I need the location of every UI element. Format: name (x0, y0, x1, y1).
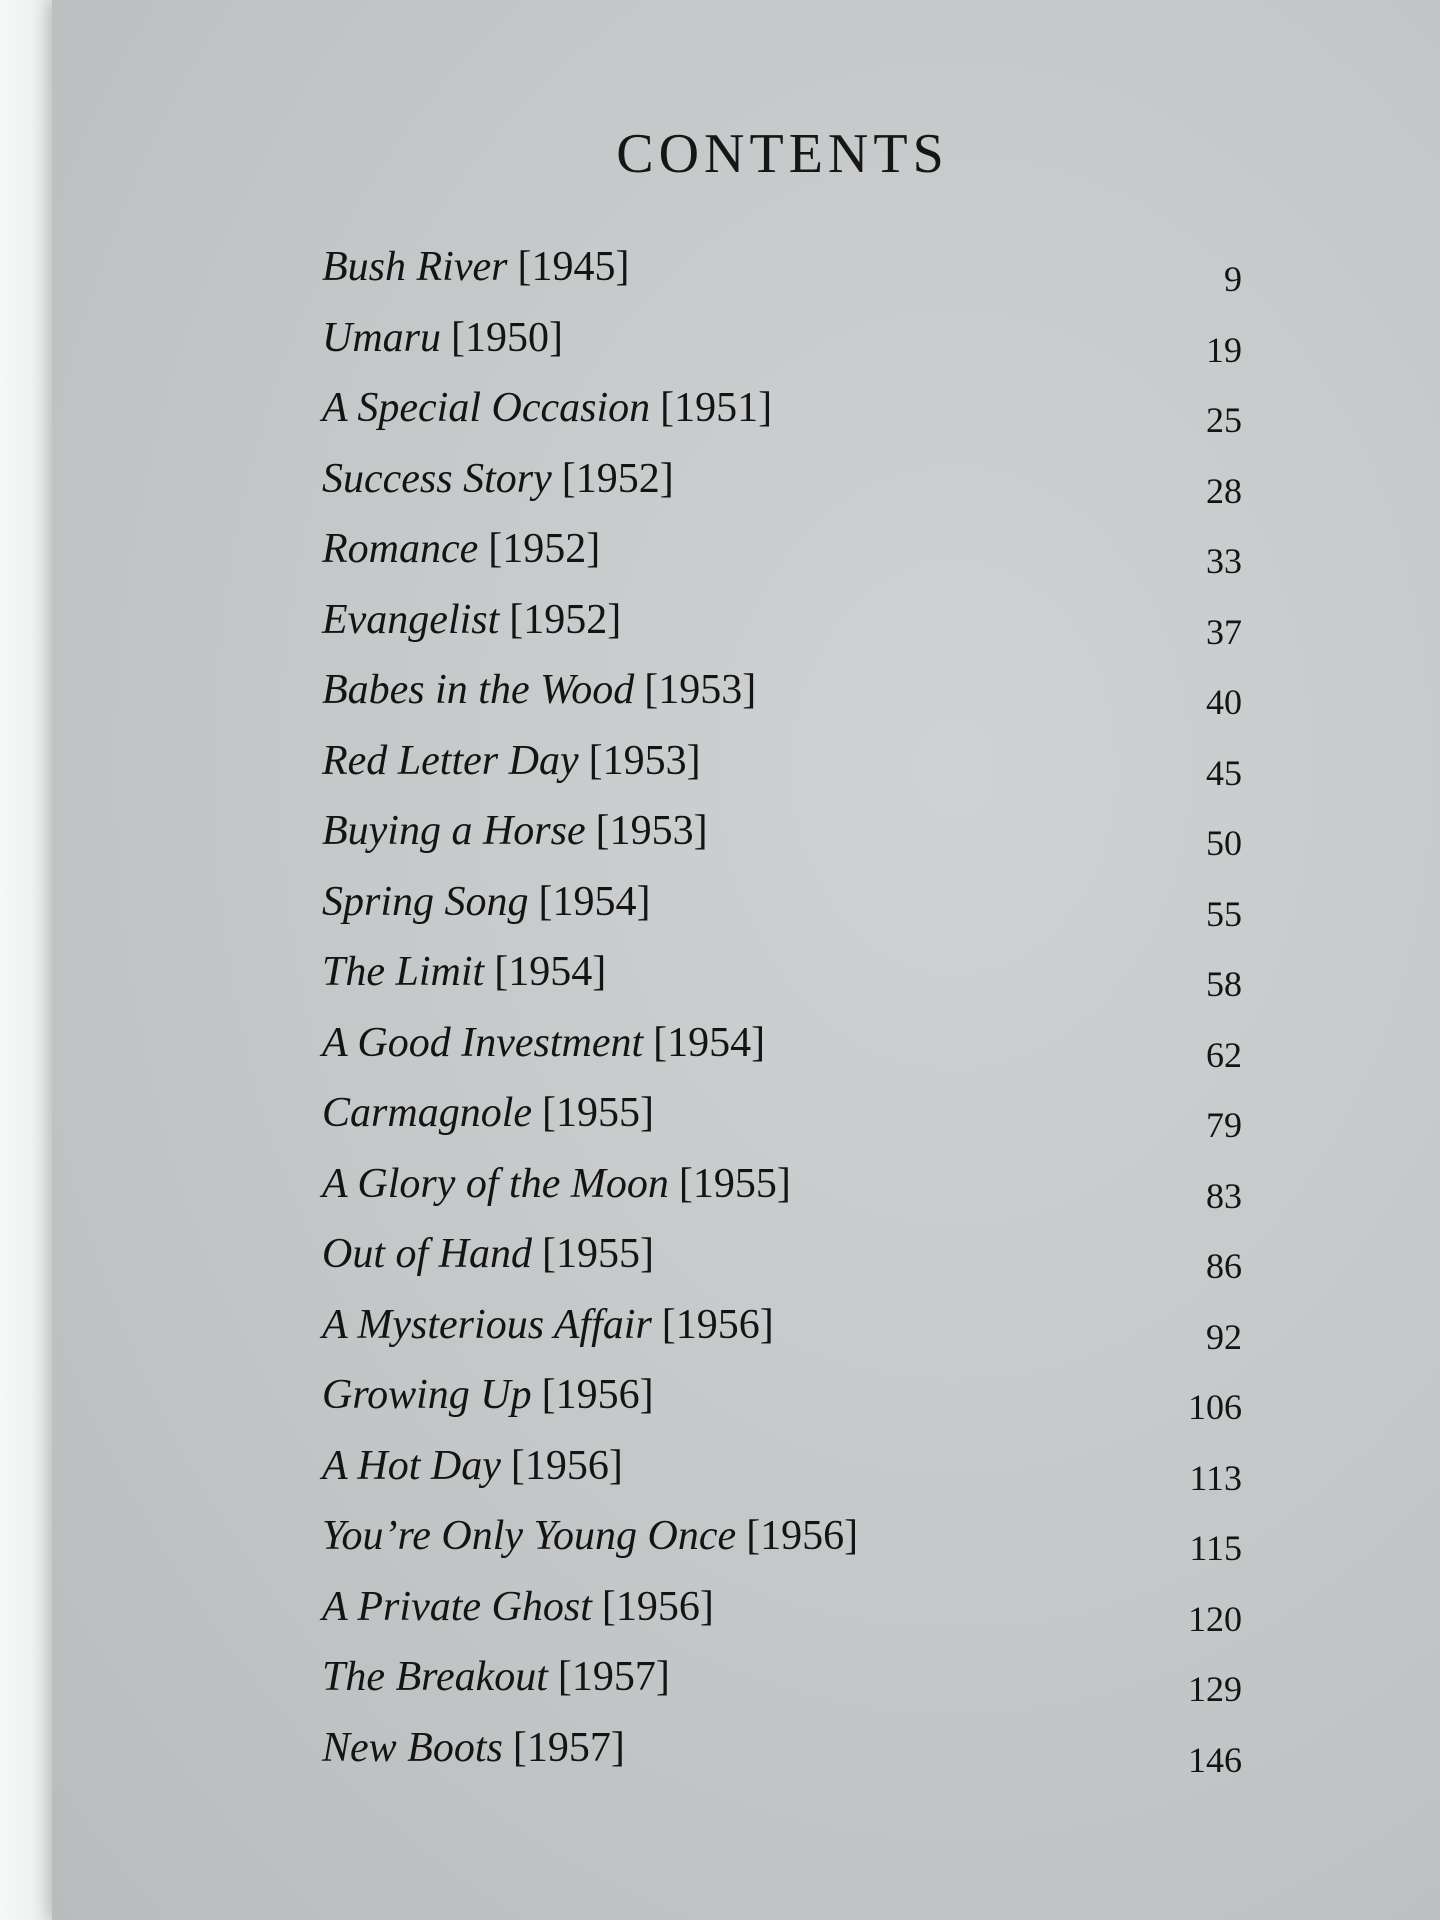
entry-text (322, 1231, 654, 1277)
contents-entry (322, 1443, 1242, 1514)
contents-entry (322, 244, 1242, 315)
contents-heading: CONTENTS (616, 123, 949, 185)
entry-text (322, 667, 756, 713)
entry-title: Out of Hand (322, 1231, 532, 1277)
entry-title: The Limit (322, 949, 485, 995)
entry-title: Bush River (322, 244, 508, 290)
entry-page-number: 33 (1206, 541, 1242, 581)
contents-entry (322, 385, 1242, 456)
contents-list (322, 244, 1242, 1795)
contents-entry (322, 315, 1242, 386)
entry-title: Red Letter Day (322, 737, 579, 784)
contents-entry (322, 1584, 1242, 1655)
contents-entry (322, 667, 1242, 738)
entry-year: [1951] (660, 385, 773, 431)
entry-year: [1953] (588, 737, 701, 784)
entry-page-number: 55 (1206, 893, 1242, 934)
entry-text (322, 315, 563, 361)
entry-title: Babes in the Wood (322, 667, 635, 713)
entry-year: [1956] (601, 1583, 714, 1630)
entry-page-number: 113 (1189, 1457, 1242, 1498)
entry-page-number: 25 (1206, 400, 1242, 440)
contents-entry (322, 738, 1242, 809)
contents-entry (322, 597, 1242, 668)
entry-page-number: 120 (1188, 1598, 1242, 1639)
entry-title: The Breakout (322, 1654, 548, 1700)
entry-page-number: 37 (1206, 611, 1242, 652)
entry-text (322, 1725, 625, 1771)
entry-title: A Special Occasion (322, 385, 651, 431)
entry-page-number: 62 (1206, 1034, 1242, 1075)
entry-text (322, 385, 772, 431)
entry-title: Romance (322, 526, 479, 572)
contents-entry (322, 808, 1242, 879)
entry-page-number: 146 (1188, 1739, 1242, 1780)
entry-page-number: 19 (1206, 329, 1242, 370)
entry-year: [1955] (678, 1160, 791, 1207)
entry-title: A Private Ghost (322, 1583, 592, 1630)
entry-text (322, 1654, 670, 1700)
contents-entry (322, 1161, 1242, 1232)
entry-page-number: 86 (1206, 1246, 1242, 1286)
entry-year: [1954] (653, 1019, 766, 1066)
entry-year: [1956] (661, 1301, 774, 1348)
entry-page-number: 50 (1206, 823, 1242, 863)
entry-text (322, 1090, 654, 1136)
entry-page-number: 129 (1188, 1669, 1242, 1709)
entry-year: [1952] (488, 526, 601, 572)
entry-title: Spring Song (322, 878, 529, 925)
entry-page-number: 106 (1188, 1387, 1242, 1427)
entry-year: [1956] (746, 1513, 859, 1559)
entry-page-number: 28 (1206, 470, 1242, 511)
entry-text (322, 456, 674, 502)
contents-entry (322, 1654, 1242, 1725)
contents-entry (322, 1513, 1242, 1584)
contents-entry (322, 456, 1242, 527)
entry-title: A Glory of the Moon (322, 1160, 669, 1207)
entry-title: Carmagnole (322, 1090, 532, 1136)
entry-text (322, 949, 606, 995)
entry-page-number: 45 (1206, 752, 1242, 793)
entry-text (322, 1161, 791, 1207)
entry-title: A Mysterious Affair (322, 1301, 652, 1348)
entry-title: Evangelist (322, 596, 500, 643)
entry-title: Success Story (322, 455, 552, 502)
entry-year: [1954] (494, 949, 607, 995)
contents-entry (322, 1090, 1242, 1161)
entry-text (322, 1513, 858, 1559)
entry-page-number: 9 (1224, 259, 1242, 299)
entry-text (322, 597, 621, 643)
entry-text (322, 808, 708, 854)
entry-text (322, 1584, 714, 1630)
contents-entry (322, 1725, 1242, 1796)
entry-year: [1952] (509, 596, 622, 643)
entry-text (322, 1372, 654, 1418)
entry-page-number: 83 (1206, 1175, 1242, 1216)
entry-year: [1953] (644, 667, 757, 713)
entry-year: [1957] (512, 1724, 625, 1771)
entry-text (322, 1443, 623, 1489)
entry-year: [1945] (517, 244, 630, 290)
entry-page-number: 40 (1206, 682, 1242, 722)
entry-text (322, 526, 600, 572)
entry-year: [1955] (542, 1231, 654, 1277)
entry-year: [1953] (595, 808, 708, 854)
entry-year: [1952] (561, 455, 674, 502)
entry-title: New Boots (322, 1724, 503, 1771)
entry-title: Buying a Horse (322, 808, 586, 854)
contents-entry (322, 1231, 1242, 1302)
contents-entry (322, 1302, 1242, 1373)
entry-year: [1956] (510, 1442, 623, 1489)
entry-year: [1955] (542, 1090, 654, 1136)
entry-year: [1956] (541, 1372, 654, 1418)
entry-title: A Good Investment (322, 1019, 644, 1066)
entry-title: Growing Up (322, 1372, 532, 1418)
entry-text (322, 1020, 765, 1066)
contents-entry (322, 526, 1242, 597)
entry-text (322, 1302, 774, 1348)
contents-entry (322, 1372, 1242, 1443)
entry-text (322, 738, 701, 784)
contents-entry (322, 879, 1242, 950)
entry-text (322, 244, 629, 290)
entry-year: [1950] (451, 314, 563, 361)
entry-title: A Hot Day (322, 1442, 501, 1489)
entry-page-number: 58 (1206, 964, 1242, 1004)
entry-year: [1954] (538, 878, 651, 925)
entry-title: You’re Only Young Once (322, 1513, 737, 1559)
entry-page-number: 115 (1189, 1528, 1242, 1568)
entry-text (322, 879, 651, 925)
entry-title: Umaru (322, 314, 442, 361)
entry-page-number: 92 (1206, 1316, 1242, 1357)
entry-year: [1957] (557, 1654, 670, 1700)
entry-page-number: 79 (1206, 1105, 1242, 1145)
contents-entry (322, 949, 1242, 1020)
contents-entry (322, 1020, 1242, 1091)
